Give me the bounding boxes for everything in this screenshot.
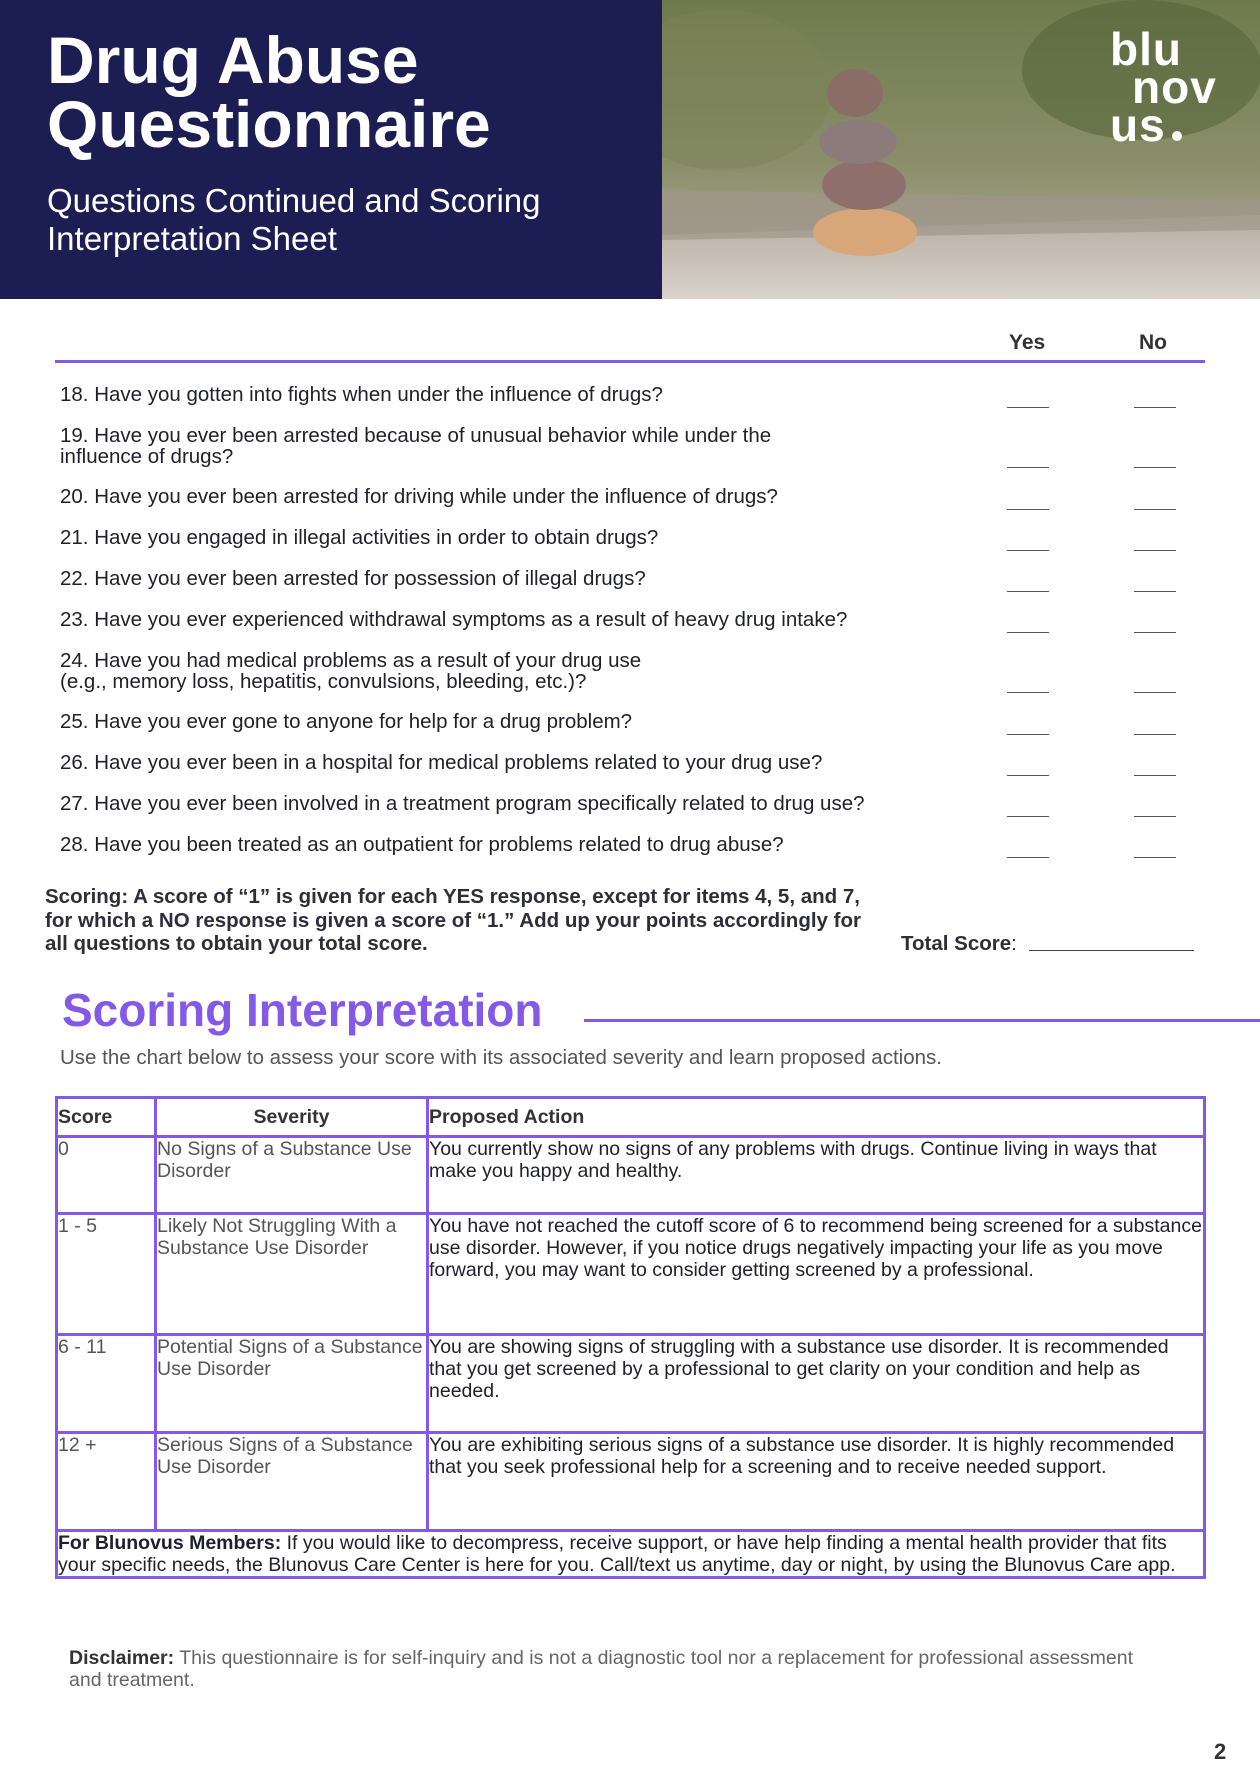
question-text-line: 22. Have you ever been arrested for possession of illegal drugs? <box>60 567 646 590</box>
no-answer-blank[interactable] <box>1134 692 1176 693</box>
severity-cell: No Signs of a Substance Use Disorder <box>156 1137 428 1214</box>
severity-cell: Likely Not Struggling With a Substance Use Disorder <box>156 1214 428 1335</box>
section-title-rule <box>584 1019 1260 1022</box>
yes-answer-blank[interactable] <box>1007 550 1049 551</box>
section-title: Scoring Interpretation <box>62 984 543 1036</box>
total-score-blank[interactable] <box>1029 950 1194 951</box>
no-answer-blank[interactable] <box>1134 632 1176 633</box>
yes-answer-blank[interactable] <box>1007 509 1049 510</box>
question-item <box>60 752 960 773</box>
question-text-line: 19. Have you ever been arrested because of unusual behavior while under the <box>60 424 772 447</box>
yes-answer-blank[interactable] <box>1007 467 1049 468</box>
question-text-line: 26. Have you ever been in a hospital for medical problems related to your drug use? <box>60 751 823 774</box>
members-note: For Blunovus Members: If you would like to decompress, receive support, or have help finding a mental health provider that fits your specific needs, the Blunovus Care Center is here for you. Call/text us anytime, day or night, by using the Blunovus Care app. <box>57 1531 1205 1578</box>
question-text-line: 24. Have you had medical problems as a result of your drug use <box>60 649 642 672</box>
no-answer-blank[interactable] <box>1134 857 1176 858</box>
no-answer-blank[interactable] <box>1134 407 1176 408</box>
question-text-line: 23. Have you ever experienced withdrawal symptoms as a result of heavy drug intake? <box>60 608 848 631</box>
members-row <box>57 1531 1205 1578</box>
score-cell: 6 - 11 <box>57 1335 156 1433</box>
section-intro: Use the chart below to assess your score with its associated severity and learn proposed actions. <box>60 1046 942 1069</box>
action-cell: You are exhibiting serious signs of a substance use disorder. It is highly recommended that you seek professional help for a screening and to receive needed support. <box>428 1433 1205 1531</box>
logo-line-2: nov <box>1132 61 1217 113</box>
score-cell: 1 - 5 <box>57 1214 156 1335</box>
yes-answer-blank[interactable] <box>1007 816 1049 817</box>
table-header-row <box>57 1098 1205 1137</box>
page-title: Drug Abuse Questionnaire <box>47 23 491 161</box>
header-divider <box>55 360 1205 363</box>
yes-answer-blank[interactable] <box>1007 857 1049 858</box>
question-text-line: 18. Have you gotten into fights when under the influence of drugs? <box>60 383 663 406</box>
header-title-panel <box>0 0 662 299</box>
table-row <box>57 1214 1205 1335</box>
action-cell: You currently show no signs of any problems with drugs. Continue living in ways that make you happy and healthy. <box>428 1137 1205 1214</box>
no-answer-blank[interactable] <box>1134 467 1176 468</box>
logo-dot-icon <box>1172 131 1182 141</box>
question-text-line: 28. Have you been treated as an outpatient for problems related to drug abuse? <box>60 833 784 856</box>
question-item <box>60 568 960 589</box>
blunovus-logo <box>1110 23 1217 151</box>
yes-column-header: Yes <box>1009 331 1046 354</box>
table-row <box>57 1433 1205 1531</box>
question-text-line: 25. Have you ever gone to anyone for help for a drug problem? <box>60 710 633 733</box>
question-item <box>60 527 960 548</box>
question-text-line: influence of drugs? <box>60 445 234 468</box>
no-column-header: No <box>1139 331 1167 354</box>
scoring-instructions: Scoring: A score of “1” is given for each YES response, except for items 4, 5, and 7, for which a NO response is given a score of “1.” Add up your points accordingly for all questions to obtain your total score. <box>45 885 861 955</box>
question-text-line: 21. Have you engaged in illegal activities in order to obtain drugs? <box>60 526 659 549</box>
action-column-header: Proposed Action <box>428 1098 1205 1137</box>
logo-line-1: blu <box>1110 23 1182 75</box>
table-row <box>57 1137 1205 1214</box>
yes-answer-blank[interactable] <box>1007 407 1049 408</box>
no-answer-blank[interactable] <box>1134 775 1176 776</box>
logo-line-3: us <box>1110 99 1166 151</box>
no-answer-blank[interactable] <box>1134 509 1176 510</box>
no-answer-blank[interactable] <box>1134 591 1176 592</box>
severity-cell: Serious Signs of a Substance Use Disorder <box>156 1433 428 1531</box>
action-cell: You are showing signs of struggling with a substance use disorder. It is recommended that you get screened by a professional to get clarity on your condition and help as needed. <box>428 1335 1205 1433</box>
score-cell: 12 + <box>57 1433 156 1531</box>
scoring-table <box>55 1096 1206 1579</box>
question-item <box>60 425 960 467</box>
page-number: 2 <box>1214 1739 1227 1764</box>
yes-answer-blank[interactable] <box>1007 591 1049 592</box>
action-cell: You have not reached the cutoff score of 6 to recommend being screened for a substance use disorder. However, if you notice drugs negatively impacting your life as you move forward, you may want to consider getting screened by a professional. <box>428 1214 1205 1335</box>
question-item <box>60 834 960 855</box>
question-item <box>60 486 960 507</box>
question-item <box>60 384 960 405</box>
table-row <box>57 1335 1205 1433</box>
disclaimer: Disclaimer: This questionnaire is for self-inquiry and is not a diagnostic tool nor a replacement for professional assessment and treatment. <box>69 1647 1134 1691</box>
no-answer-blank[interactable] <box>1134 734 1176 735</box>
no-answer-blank[interactable] <box>1134 550 1176 551</box>
page-header <box>0 0 1260 299</box>
yes-answer-blank[interactable] <box>1007 632 1049 633</box>
score-column-header: Score <box>57 1098 156 1137</box>
question-text-line: 20. Have you ever been arrested for driving while under the influence of drugs? <box>60 485 778 508</box>
yes-answer-blank[interactable] <box>1007 775 1049 776</box>
severity-column-header: Severity <box>156 1098 428 1137</box>
question-text-line: 27. Have you ever been involved in a treatment program specifically related to drug use? <box>60 792 865 815</box>
yes-answer-blank[interactable] <box>1007 734 1049 735</box>
severity-cell: Potential Signs of a Substance Use Disorder <box>156 1335 428 1433</box>
question-item <box>60 609 960 630</box>
yes-answer-blank[interactable] <box>1007 692 1049 693</box>
no-answer-blank[interactable] <box>1134 816 1176 817</box>
question-item <box>60 711 960 732</box>
question-item <box>60 793 960 814</box>
total-score-label: Total Score: <box>901 932 1017 955</box>
question-item <box>60 650 960 692</box>
score-cell: 0 <box>57 1137 156 1214</box>
question-text-line: (e.g., memory loss, hepatitis, convulsions, bleeding, etc.)? <box>60 670 587 693</box>
page-subtitle: Questions Continued and Scoring Interpretation Sheet <box>47 182 541 257</box>
